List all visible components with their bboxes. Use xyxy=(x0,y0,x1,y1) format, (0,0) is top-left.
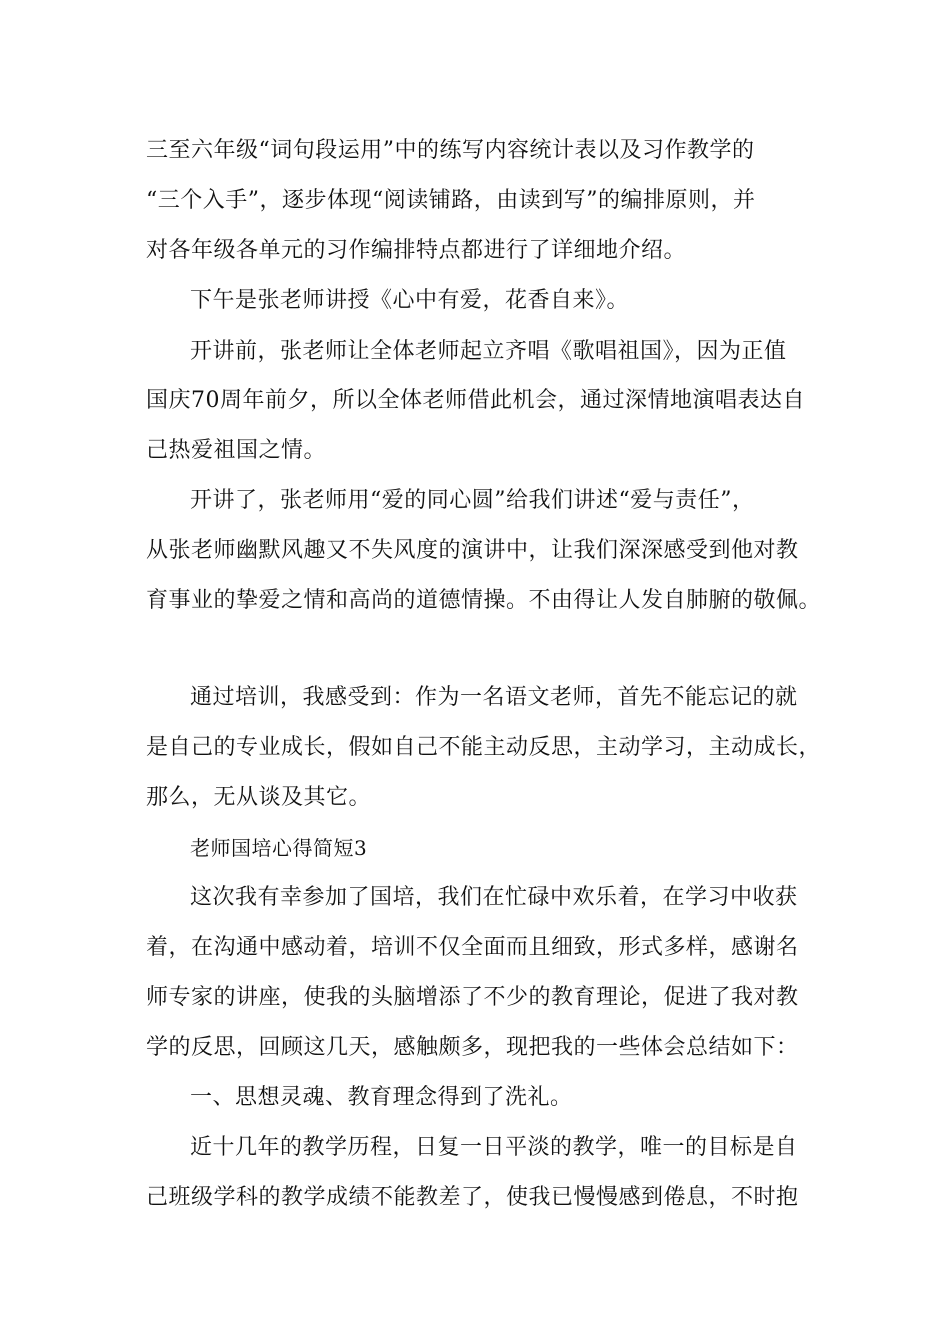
text-line: 对各年级各单元的习作编排特点都进行了详细地介绍。 xyxy=(146,238,687,263)
text-line: 一、思想灵魂、教育理念得到了洗礼。 xyxy=(190,1085,573,1110)
text-line: 从张老师幽默风趣又不失风度的演讲中，让我们深深感受到他对教 xyxy=(146,538,799,563)
text-line: 己热爱祖国之情。 xyxy=(146,438,327,463)
text-line: 通过培训，我感受到：作为一名语文老师，首先不能忘记的就 xyxy=(190,685,798,710)
text-line: 下午是张老师讲授《心中有爱，花香自来》。 xyxy=(190,288,630,313)
text-line: 那么，无从谈及其它。 xyxy=(146,785,372,810)
text-line: 开讲了，张老师用“爱的同心圆”给我们讲述“爱与责任”， xyxy=(190,488,755,513)
text-line: 师专家的讲座，使我的头脑增添了不少的教育理论，促进了我对教 xyxy=(146,985,799,1010)
text-line: 近十几年的教学历程，日复一日平淡的教学，唯一的目标是自 xyxy=(190,1135,798,1160)
text-line: 是自己的专业成长，假如自己不能主动反思，主动学习，主动成长， xyxy=(146,735,822,760)
text-line: 这次我有幸参加了国培，我们在忙碌中欢乐着，在学习中收获 xyxy=(190,885,798,910)
text-line: 学的反思，回顾这几天，感触颇多，现把我的一些体会总结如下： xyxy=(146,1035,799,1060)
text-line: 三至六年级“词句段运用”中的练写内容统计表以及习作教学的 xyxy=(146,138,755,163)
text-line: 国庆70周年前夕，所以全体老师借此机会，通过深情地演唱表达自 xyxy=(146,388,805,413)
text-line: “三个入手”，逐步体现“阅读铺路，由读到写”的编排原则，并 xyxy=(146,188,756,213)
text-line: 着，在沟通中感动着，培训不仅全面而且细致，形式多样，感谢名 xyxy=(146,935,799,960)
section-heading: 老师国培心得简短3 xyxy=(190,836,368,860)
text-line: 开讲前，张老师让全体老师起立齐唱《歌唱祖国》，因为正值 xyxy=(190,339,787,364)
text-line: 己班级学科的教学成绩不能教差了，使我已慢慢感到倦息，不时抱 xyxy=(146,1185,799,1210)
text-line: 育事业的挚爱之情和高尚的道德情操。不由得让人发自肺腑的敬佩。 xyxy=(146,588,822,613)
